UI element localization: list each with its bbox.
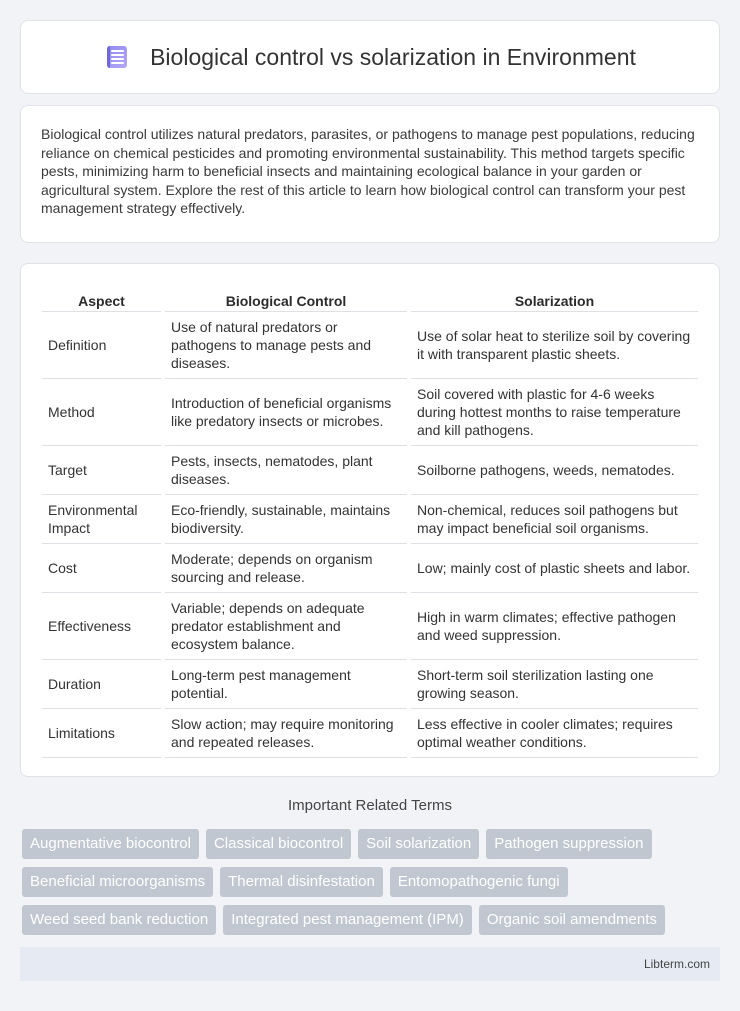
cell-aspect: Duration <box>42 659 163 708</box>
table-row <box>42 543 698 592</box>
cell-aspect: Target <box>42 445 163 494</box>
cell-solarization: Low; mainly cost of plastic sheets and labor. <box>409 543 698 592</box>
cell-aspect: Cost <box>42 543 163 592</box>
book-icon <box>104 44 130 70</box>
cell-biological: Pests, insects, nematodes, plant diseases. <box>163 445 409 494</box>
title-card <box>20 20 720 94</box>
tag-thermal-disinfestation[interactable]: Thermal disinfestation <box>220 867 383 897</box>
cell-solarization: Short-term soil sterilization lasting one growing season. <box>409 659 698 708</box>
tag-entomopathogenic-fungi[interactable]: Entomopathogenic fungi <box>390 867 568 897</box>
tag-classical-biocontrol[interactable]: Classical biocontrol <box>206 829 351 859</box>
header-solarization: Solarization <box>409 284 698 311</box>
header-aspect: Aspect <box>42 284 163 311</box>
tag-organic-soil-amendments[interactable]: Organic soil amendments <box>479 905 665 935</box>
table-row <box>42 659 698 708</box>
cell-biological: Eco-friendly, sustainable, maintains biodiversity. <box>163 494 409 543</box>
cell-solarization: Soil covered with plastic for 4-6 weeks during hottest months to raise temperature and kill pathogens. <box>409 378 698 445</box>
cell-biological: Slow action; may require monitoring and repeated releases. <box>163 708 409 757</box>
tag-soil-solarization[interactable]: Soil solarization <box>358 829 479 859</box>
tag-pathogen-suppression[interactable]: Pathogen suppression <box>486 829 651 859</box>
cell-biological: Variable; depends on adequate predator establishment and ecosystem balance. <box>163 592 409 659</box>
intro-card <box>20 105 720 243</box>
tag-beneficial-microorganisms[interactable]: Beneficial microorganisms <box>22 867 213 897</box>
table-row <box>42 592 698 659</box>
related-terms <box>22 829 722 943</box>
table-row <box>42 494 698 543</box>
tag-weed-seed-bank-reduction[interactable]: Weed seed bank reduction <box>22 905 216 935</box>
cell-biological: Moderate; depends on organism sourcing and release. <box>163 543 409 592</box>
table-row <box>42 445 698 494</box>
tag-row <box>22 905 722 935</box>
comparison-card <box>20 263 720 777</box>
intro-text: Biological control utilizes natural predators, parasites, or pathogens to manage pest populations, reducing reliance on chemical pesticides and promoting environmental sustainability. This method targets specific pests, minimizing harm to beneficial insects and maintaining ecological balance in your garden or agricultural system. Explore the rest of this article to learn how biological control can transform your pest management strategy effectively. <box>41 126 695 216</box>
related-terms-heading: Important Related Terms <box>288 797 452 814</box>
table-row <box>42 311 698 378</box>
cell-aspect: Definition <box>42 311 163 378</box>
cell-aspect: Limitations <box>42 708 163 757</box>
table-header-row <box>42 284 698 311</box>
footer <box>20 947 720 981</box>
table-row <box>42 708 698 757</box>
tag-augmentative-biocontrol[interactable]: Augmentative biocontrol <box>22 829 199 859</box>
cell-biological: Introduction of beneficial organisms like predatory insects or microbes. <box>163 378 409 445</box>
cell-solarization: Soilborne pathogens, weeds, nematodes. <box>409 445 698 494</box>
cell-solarization: Use of solar heat to sterilize soil by covering it with transparent plastic sheets. <box>409 311 698 378</box>
tag-row <box>22 867 722 897</box>
header-biological-control: Biological Control <box>163 284 409 311</box>
cell-solarization: Less effective in cooler climates; requires optimal weather conditions. <box>409 708 698 757</box>
footer-brand-link[interactable]: Libterm.com <box>643 957 710 971</box>
page-title: Biological control vs solarization in Environment <box>150 43 636 70</box>
comparison-table <box>42 284 698 758</box>
table-row <box>42 378 698 445</box>
cell-aspect: Effectiveness <box>42 592 163 659</box>
cell-solarization: High in warm climates; effective pathogen and weed suppression. <box>409 592 698 659</box>
cell-aspect: Environmental Impact <box>42 494 163 543</box>
cell-aspect: Method <box>42 378 163 445</box>
tag-row <box>22 829 722 859</box>
tag-integrated-pest-management[interactable]: Integrated pest management (IPM) <box>223 905 472 935</box>
cell-solarization: Non-chemical, reduces soil pathogens but may impact beneficial soil organisms. <box>409 494 698 543</box>
cell-biological: Use of natural predators or pathogens to manage pests and diseases. <box>163 311 409 378</box>
cell-biological: Long-term pest management potential. <box>163 659 409 708</box>
